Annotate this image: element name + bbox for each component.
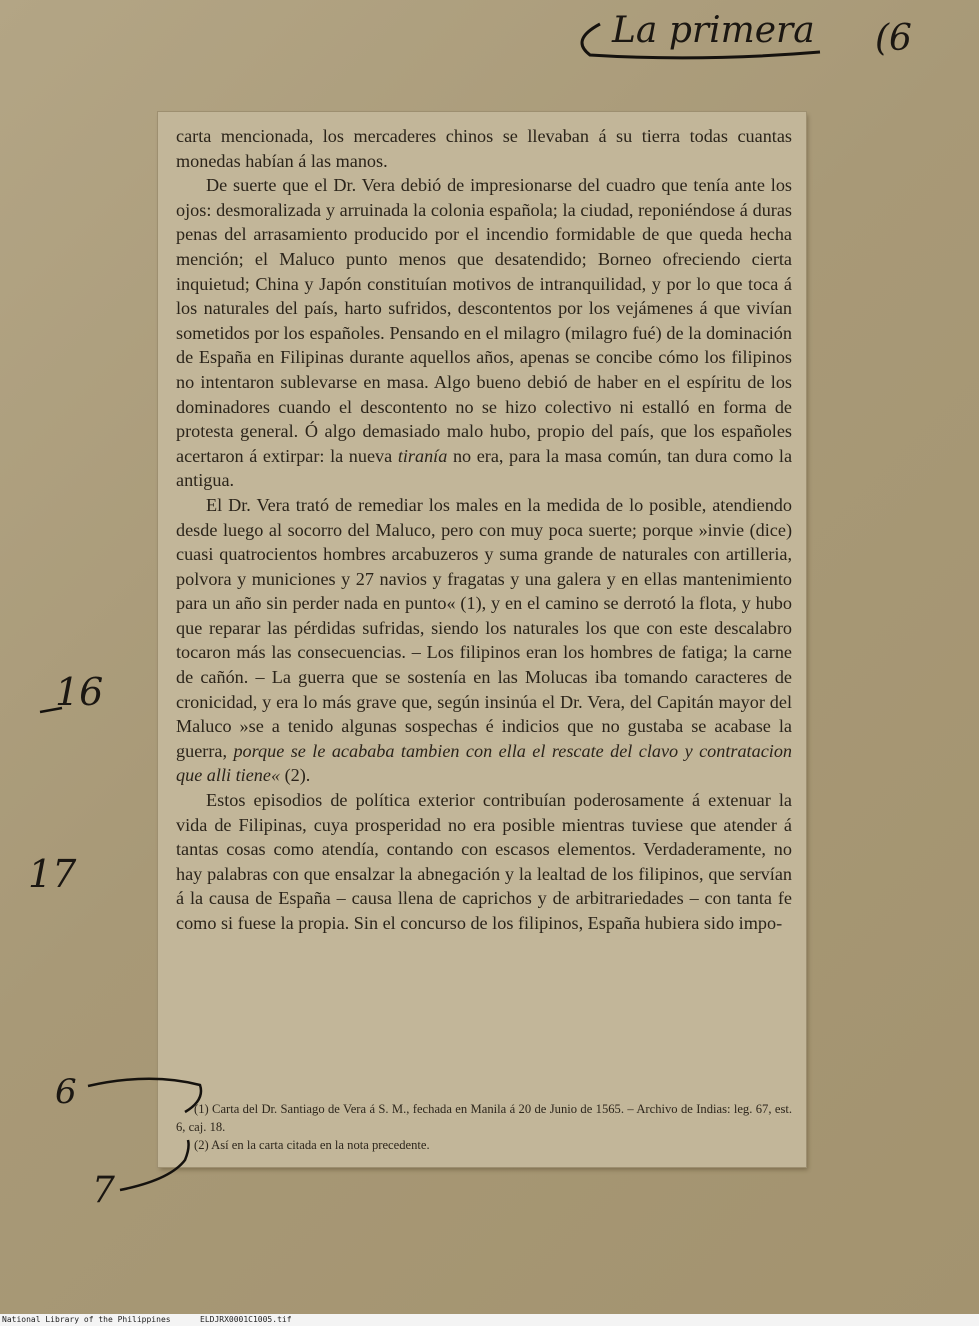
footnote-1: (1) Carta del Dr. Santiago de Vera á S. M., fechada en Manila á 20 de Junio de 1565. – Archivo de Indias: leg. 67, est. 6, caj. 18. (176, 1102, 792, 1134)
footnote-2: (2) Así en la carta citada en la nota precedente. (194, 1138, 430, 1152)
handwritten-margin-16: 16 (55, 670, 104, 714)
file-name: ELDJRX0001C1005.tif (200, 1315, 292, 1324)
handwritten-margin-17: 17 (28, 852, 77, 896)
scan-footer (0, 1314, 979, 1326)
footnotes (176, 1100, 792, 1154)
paragraph-1: carta mencionada, los mercaderes chinos se llevaban á su tierra todas cuantas monedas habían á las manos. (176, 126, 792, 171)
library-credit: National Library of the Philippines (2, 1315, 171, 1324)
handwritten-page-number: (6 (875, 18, 912, 59)
paragraph-4: Estos episodios de política exterior contribuían poderosamente á extenuar la vida de Filipinas, cuya prosperidad no era posible mientras tuviese que atender á tantas cosas como atendía, contando con escasos elementos. Verdaderamente, no hay palabras con que ensalzar la abnegación y la lealtad de los filipinos, que servían á la causa de España – causa llena de caprichos y de arbitrariedades – con tanta fe como si fuese la propia. Sin el concurso de los filipinos, España hubiera sido impo- (176, 790, 792, 933)
body-text (176, 124, 792, 936)
paragraph-3: El Dr. Vera trató de remediar los males en la medida de lo posible, atendiendo desde luego al socorro del Maluco, pero con muy poca suerte; porque »invie (dice) cuasi quatrocientos hombres arcabuzeros y suma grande de naturales con artilleria, polvora y municiones y 27 navios y fragatas y una galera y en ellas mantenimiento para un año sin perder nada en punto« (1), y en el camino se derrotó la flota, y hubo que reparar las pérdidas sufridas, siendo los naturales los que con este descalabro tocaron más las consecuencias. – Los filipinos eran los hombres de fatiga; la carne de cañón. – La guerra que se sostenía en las Molucas iba tomando caracteres de cronicidad, y era lo más grave que, según insinúa el Dr. Vera, del Capitán mayor del Maluco »se a tenido algunas sospechas é indicios que no gustaba se acabase la guerra, porque se le acababa tambien con ella el rescate del clavo y contratacion que alli tiene« (2). (176, 494, 793, 786)
handwritten-margin-7: 7 (92, 1170, 115, 1211)
handwritten-title: La primera (612, 10, 815, 51)
paragraph-2: De suerte que el Dr. Vera debió de impresionarse del cuadro que tenía ante los ojos: desmoralizada y arruinada la colonia española; la ciudad, reponiéndose á duras penas del arrasamiento producido por el incendio formidable de que queda hecha mención; el Maluco punto menos que desatendido; Borneo ofreciendo cierta inquietud; China y Japón constituían motivos de intranquilidad, y por lo que toca á los naturales del país, harto sufridos, descontentos por los vejámenes á que vivían sometidos por los españoles. Pensando en el milagro (milagro fué) de la dominación de España en Filipinas durante aquellos años, apenas se concibe cómo los filipinos no intentaron sublevarse en masa. Algo bueno debió de haber en el espíritu de los dominadores cuando el descontento no se hizo colectivo ni estalló en forma de protesta general. Ó algo demasiado malo hubo, propio del país, que los españoles acertaron á extirpar: la nueva tiranía no era, para la masa común, tan dura como la antigua. (176, 175, 793, 491)
handwritten-margin-6: 6 (55, 1072, 77, 1112)
